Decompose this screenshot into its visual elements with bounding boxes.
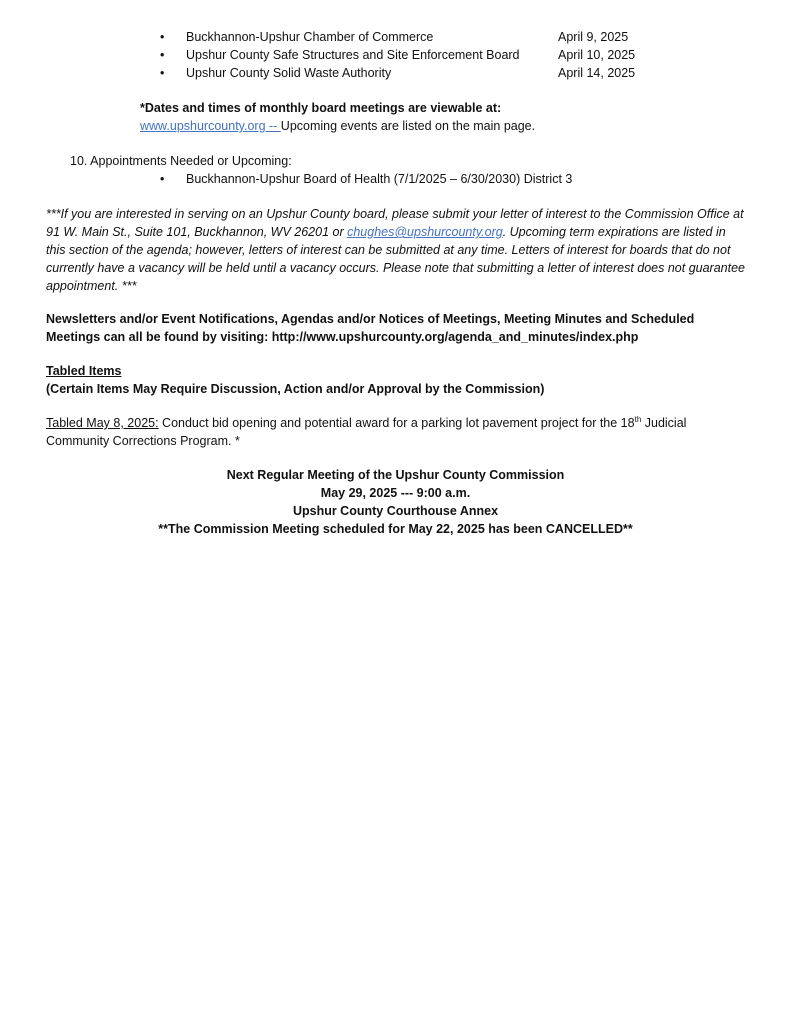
newsletter-paragraph: Newsletters and/or Event Notifications, Agendas and/or Notices of Meetings, Meeting Minutes and Scheduled Meetings can all be found by visiting: http://www.upshurcounty.org/agenda_and_minutes/index.php: [46, 312, 695, 344]
cancellation-notice: **The Commission Meeting scheduled for May 22, 2025 has been CANCELLED**: [158, 522, 633, 536]
website-link[interactable]: www.upshurcounty.org --: [140, 119, 281, 133]
list-item: [160, 46, 680, 64]
list-item: [160, 28, 680, 46]
bullet-icon: •: [160, 172, 165, 186]
meeting-name: Buckhannon-Upshur Chamber of Commerce: [186, 30, 434, 44]
interest-text-end: . Upcoming term expirations are listed in this section of the agenda; however, letters of interest can be submitted at any time. Letters of interest for boards that do not currently have a vacancy will be held until a vacancy occurs. Please note that submitting a letter of interest does not guarantee appointment. ***: [46, 225, 746, 293]
tabled-item: [46, 414, 746, 450]
note-title: *Dates and times of monthly board meetings are viewable at:: [140, 101, 502, 115]
tabled-date: Tabled May 8, 2025:: [46, 416, 159, 430]
next-meeting-title: Next Regular Meeting of the Upshur County Commission: [226, 468, 565, 482]
list-item: [160, 64, 680, 82]
bullet-icon: •: [160, 30, 165, 44]
meeting-list: [160, 28, 680, 82]
meeting-note: [140, 99, 740, 135]
tabled-text-end: Judicial Community Corrections Program. *: [46, 416, 687, 448]
list-item: [160, 170, 730, 188]
meeting-name: Upshur County Safe Structures and Site Enforcement Board: [186, 48, 520, 62]
bullet-icon: •: [160, 48, 165, 62]
note-text: Upcoming events are listed on the main page.: [280, 119, 536, 133]
next-meeting-datetime: May 29, 2025 --- 9:00 a.m.: [320, 486, 471, 500]
meeting-date: April 14, 2025: [558, 66, 636, 80]
tabled-title: Tabled Items: [46, 364, 122, 378]
meeting-date: April 10, 2025: [558, 48, 636, 62]
meeting-name: Upshur County Solid Waste Authority: [186, 66, 392, 80]
meeting-date: April 9, 2025: [558, 30, 629, 44]
appointments-section: [70, 152, 730, 188]
appointments-heading: 10. Appointments Needed or Upcoming:: [70, 154, 292, 168]
tabled-section: [46, 362, 746, 398]
interest-text-start: ***If you are interested in serving on an Upshur County board, please submit your letter of interest to the Commission Office at 91 W. Main St., Suite 101, Buckhannon, WV 26201 or: [46, 207, 744, 239]
note-line: [140, 117, 740, 135]
bullet-icon: •: [160, 66, 165, 80]
interest-paragraph: [46, 205, 746, 295]
tabled-text: Conduct bid opening and potential award for a parking lot pavement project for the 18: [158, 416, 635, 430]
tabled-superscript: th: [634, 414, 642, 424]
next-meeting-block: [0, 466, 791, 538]
email-link[interactable]: chughes@upshurcounty.org: [347, 225, 503, 239]
appointment-item: Buckhannon-Upshur Board of Health (7/1/2025 – 6/30/2030) District 3: [186, 172, 573, 186]
next-meeting-location: Upshur County Courthouse Annex: [292, 504, 499, 518]
tabled-subtitle: (Certain Items May Require Discussion, Action and/or Approval by the Commission): [46, 382, 545, 396]
